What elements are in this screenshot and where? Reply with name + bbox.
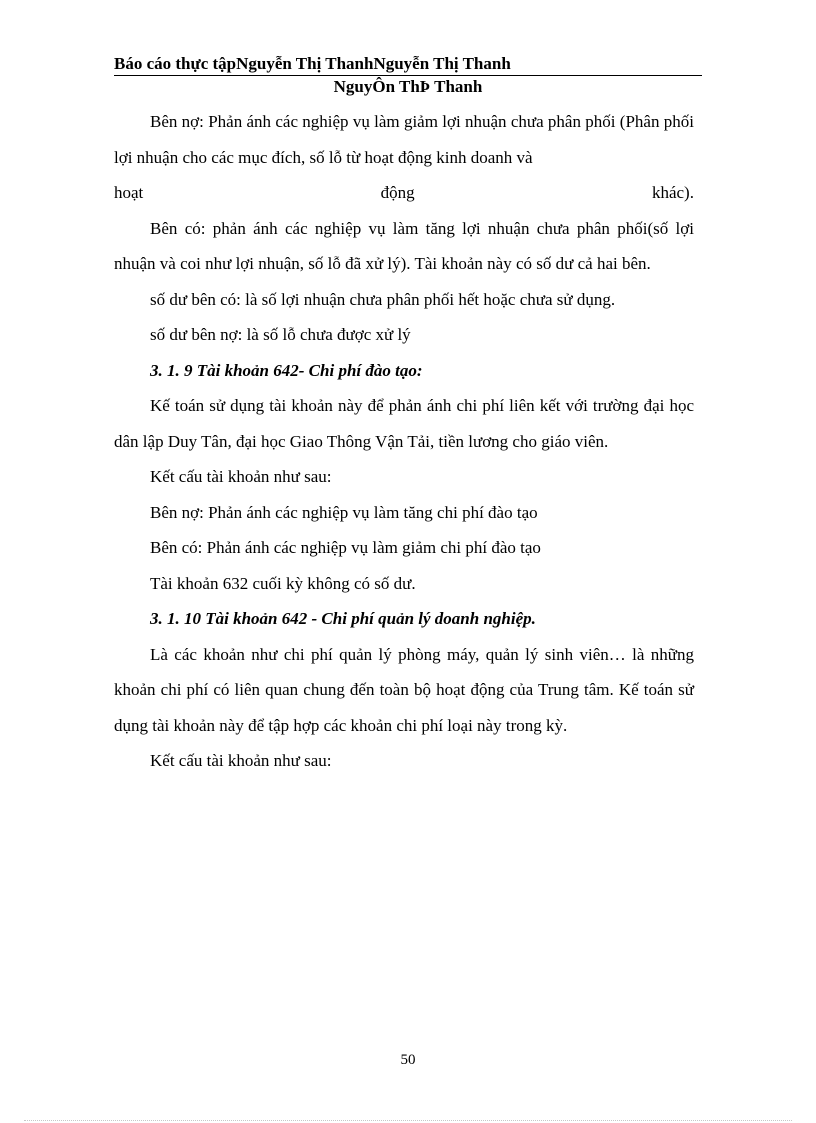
section-heading-642-training: 3. 1. 9 Tài khoản 642- Chi phí đào tạo: bbox=[150, 360, 423, 380]
page-header bbox=[114, 54, 702, 97]
paragraph-management-cost: Là các khoản như chi phí quản lý phòng máy, quản lý sinh viên… là những khoản chi phí có liên quan chung đến toàn bộ hoạt động của Trung tâm. Kế toán sử dụng tài khoản này để tập hợp các khoản chi phí loại này trong kỳ. bbox=[114, 644, 694, 735]
paragraph-debit-balance: số dư bên nợ: là số lỗ chưa được xử lý bbox=[150, 325, 411, 344]
paragraph-debit-profit: Bên nợ: Phản ánh các nghiệp vụ làm giảm lợi nhuận chưa phân phối (Phân phối lợi nhuận cho các mục đích, số lỗ từ hoạt động kinh doanh và bbox=[114, 112, 694, 167]
header-subtitle: NguyÔn ThÞ Thanh bbox=[333, 77, 483, 96]
page-number: 50 bbox=[400, 1052, 416, 1068]
word-dong: động bbox=[380, 183, 415, 202]
paragraph-credit-profit: Bên có: phản ánh các nghiệp vụ làm tăng lợi nhuận chưa phân phối(số lợi nhuận và coi như lợi nhuận, số lỗ đã xử lý). Tài khoản này có số dư cả hai bên. bbox=[114, 218, 694, 273]
document-body bbox=[114, 104, 694, 779]
paragraph-training-cost: Kế toán sử dụng tài khoản này để phản ánh chi phí liên kết với trường đại học dân lập Duy Tân, đại học Giao Thông Vận Tải, tiền lương cho giáo viên. bbox=[114, 396, 694, 451]
section-heading-642-management: 3. 1. 10 Tài khoản 642 - Chi phí quản lý doanh nghiệp. bbox=[150, 609, 536, 628]
paragraph-632-no-balance: Tài khoản 632 cuối kỳ không có số dư. bbox=[150, 573, 416, 593]
paragraph-training-credit: Bên có: Phản ánh các nghiệp vụ làm giảm chi phí đào tạo bbox=[150, 538, 541, 557]
paragraph-debit-profit-last-line bbox=[114, 175, 694, 211]
paragraph-structure-1: Kết cấu tài khoản như sau: bbox=[150, 467, 332, 486]
header-title: Báo cáo thực tậpNguyễn Thị ThanhNguyễn Thị Thanh bbox=[114, 54, 702, 76]
paragraph-structure-2: Kết cấu tài khoản như sau: bbox=[150, 751, 332, 770]
word-hoat: hoạt bbox=[114, 183, 144, 202]
paragraph-training-debit: Bên nợ: Phản ánh các nghiệp vụ làm tăng chi phí đào tạo bbox=[150, 502, 538, 522]
word-khac: khác). bbox=[651, 183, 694, 202]
paragraph-credit-balance: số dư bên có: là số lợi nhuận chưa phân phối hết hoặc chưa sử dụng. bbox=[150, 289, 616, 309]
page-bottom-divider bbox=[24, 1120, 792, 1121]
